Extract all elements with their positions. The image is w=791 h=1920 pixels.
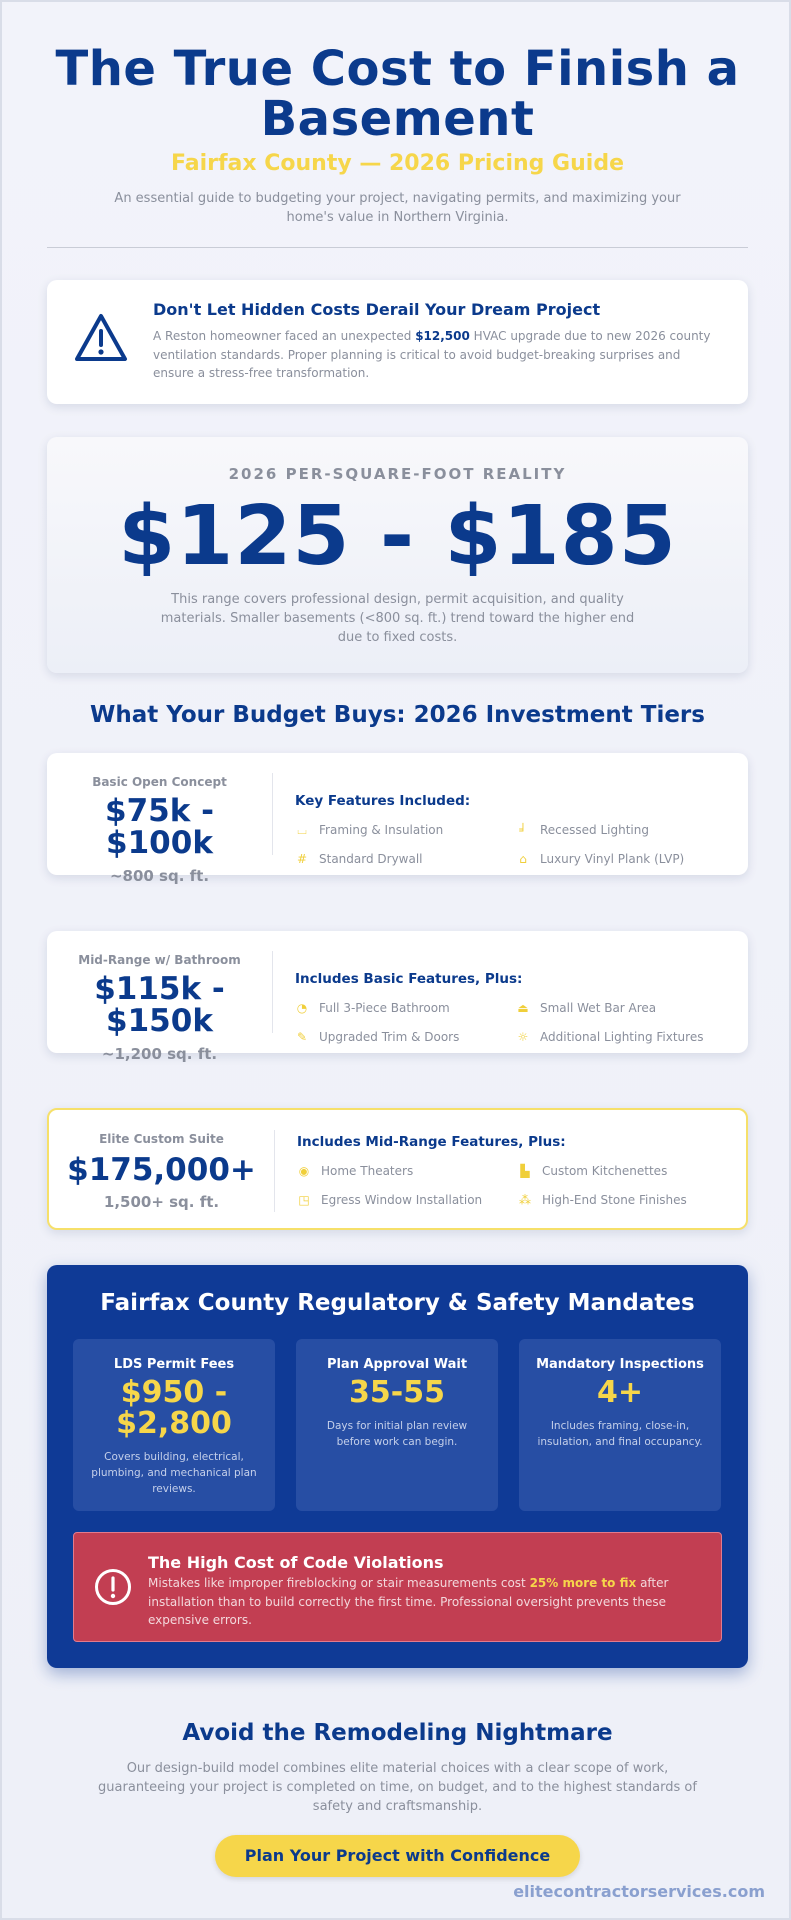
- stat-label: Mandatory Inspections: [536, 1357, 704, 1372]
- tier-card-elite: [47, 1108, 748, 1230]
- tier-price: $115k - $150k: [94, 971, 225, 1039]
- alert-highlight: $12,500: [415, 329, 470, 343]
- feature-item: ⁂ High-End Stone Finishes: [519, 1193, 687, 1207]
- tier-name: Elite Custom Suite: [99, 1132, 224, 1146]
- stat-note: Includes framing, close-in, insulation, and final occupancy.: [537, 1420, 703, 1448]
- stat-value: 4+: [596, 1375, 643, 1410]
- divider: [47, 247, 748, 248]
- tier-features-heading: Includes Mid-Range Features, Plus:: [297, 1134, 566, 1150]
- feature-item: ⌂ Luxury Vinyl Plank (LVP): [516, 852, 684, 866]
- home-icon: ⌂: [519, 852, 527, 866]
- violation-body: Mistakes like improper fireblocking or stair measurements cost 25% more to fix after installation than to build correctly the first time. Professional oversight prevents these expensive errors.: [148, 1576, 669, 1627]
- tier-price: $75k - $100k: [105, 793, 214, 861]
- violation-highlight: 25% more to fix: [529, 1576, 637, 1590]
- price-eyebrow: 2026 PER-SQUARE-FOOT REALITY: [228, 465, 567, 483]
- tier-size: ~800 sq. ft.: [109, 867, 210, 885]
- feature-item: ▙ Custom Kitchenettes: [518, 1164, 667, 1178]
- feature-item: ☼ Additional Lighting Fixtures: [517, 1030, 704, 1044]
- tier-divider: [274, 1130, 275, 1212]
- play-icon: ◉: [298, 1164, 310, 1178]
- tier-card-basic: [47, 753, 748, 885]
- intro-text: An essential guide to budgeting your project, navigating permits, and maximizing your home's value in Northern Virginia.: [114, 191, 681, 225]
- bath-icon: ◔: [296, 1001, 308, 1015]
- tier-size: 1,500+ sq. ft.: [103, 1193, 220, 1211]
- frame-icon: ⌴: [297, 823, 307, 837]
- sun-icon: ☼: [517, 1030, 529, 1044]
- tier-card-mid-range: [47, 931, 748, 1063]
- feature-item: ◔ Full 3-Piece Bathroom: [296, 1001, 450, 1015]
- tier-divider: [272, 773, 273, 855]
- stat-note: Covers building, electrical, plumbing, and mechanical plan reviews.: [91, 1451, 257, 1495]
- feature-item: ✎ Upgraded Trim & Doors: [296, 1030, 460, 1044]
- footer-heading: Avoid the Remodeling Nightmare: [182, 1720, 613, 1746]
- page-title: The True Cost to Finish a Basement: [55, 41, 740, 147]
- stat-note: Days for initial plan review before work can begin.: [326, 1420, 468, 1448]
- price-per-sqft-card: [47, 437, 748, 673]
- grid-icon: #: [296, 852, 308, 866]
- violation-title: The High Cost of Code Violations: [148, 1553, 444, 1572]
- feature-item: # Standard Drywall: [296, 852, 423, 866]
- price-note: This range covers professional design, permit acquisition, and quality materials. Smaller basements (<800 sq. ft.) trend toward the higher end due to fixed costs.: [160, 592, 635, 645]
- tier-features-heading: Key Features Included:: [295, 793, 471, 809]
- stat-label: Plan Approval Wait: [326, 1357, 468, 1372]
- hidden-costs-alert: [47, 280, 748, 404]
- exclamation-circle-icon: [93, 1567, 133, 1607]
- window-icon: ◳: [298, 1193, 310, 1207]
- stat-value: $950 - $2,800: [116, 1375, 232, 1441]
- tier-price: $175,000+: [67, 1152, 256, 1188]
- plan-project-button[interactable]: Plan Your Project with Confidence: [215, 1835, 580, 1877]
- tier-name: Basic Open Concept: [92, 775, 227, 789]
- feature-item: ◳ Egress Window Installation: [298, 1193, 483, 1207]
- feature-item: ⏏ Small Wet Bar Area: [517, 1001, 657, 1015]
- tier-name: Mid-Range w/ Bathroom: [78, 953, 241, 967]
- bar-icon: ⏏: [517, 1001, 529, 1015]
- tier-divider: [272, 951, 273, 1033]
- footer-body: Our design-build model combines elite material choices with a clear scope of work, guaranteeing your project is completed on time, on budget, and to the highest standards of safety and craftsmanship.: [98, 1761, 697, 1814]
- tier-features-heading: Includes Basic Features, Plus:: [295, 971, 523, 987]
- tiers-heading: What Your Budget Buys: 2026 Investment Tiers: [90, 702, 705, 728]
- stat-permit-fees: [73, 1339, 275, 1511]
- stat-value: 35-55: [349, 1375, 445, 1410]
- page-subtitle: Fairfax County — 2026 Pricing Guide: [171, 151, 624, 176]
- feature-item: ◉ Home Theaters: [298, 1164, 414, 1178]
- feature-item: ⌴ Framing & Insulation: [295, 823, 443, 837]
- price-range: $125 - $185: [118, 489, 677, 584]
- regulatory-section: [47, 1265, 748, 1668]
- alert-title: Don't Let Hidden Costs Derail Your Dream Project: [153, 300, 601, 319]
- feature-item: ╛ Recessed Lighting: [516, 823, 649, 837]
- alert-body: A Reston homeowner faced an unexpected $12,500 HVAC upgrade due to new 2026 county ventilation standards. Proper planning is critical to avoid budget-breaking surprises and ensure a stress-free transformation.: [153, 329, 711, 380]
- website-link[interactable]: elitecontractorservices.com: [513, 1882, 765, 1901]
- lamp-icon: ╛: [519, 823, 527, 837]
- stat-inspections: [519, 1339, 721, 1511]
- warning-triangle-icon: [72, 310, 130, 366]
- code-violation-callout: [73, 1532, 722, 1642]
- regulatory-title: Fairfax County Regulatory & Safety Mandates: [100, 1290, 695, 1316]
- stat-label: LDS Permit Fees: [113, 1357, 235, 1372]
- brush-icon: ✎: [296, 1030, 308, 1044]
- gem-icon: ⁂: [519, 1193, 531, 1207]
- stat-plan-approval: [296, 1339, 498, 1511]
- tier-size: ~1,200 sq. ft.: [101, 1045, 218, 1063]
- kitchen-icon: ▙: [520, 1164, 530, 1178]
